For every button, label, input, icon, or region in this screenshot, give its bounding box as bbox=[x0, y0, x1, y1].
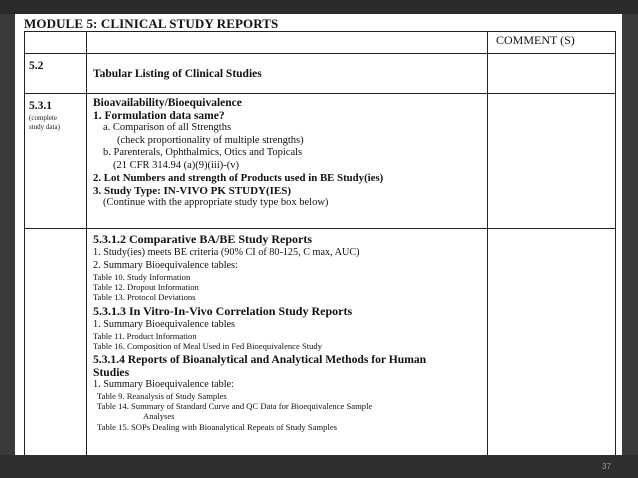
row-5-2 bbox=[25, 54, 616, 94]
comment-cell-5-2 bbox=[488, 54, 616, 94]
summary-tables-line: 2. Summary Bioequivalence tables: bbox=[93, 259, 238, 271]
slide-top-edge bbox=[0, 0, 638, 14]
section-title-5-2: Tabular Listing of Clinical Studies bbox=[93, 67, 262, 80]
bioavailability-cell bbox=[87, 94, 488, 229]
section-note-line-2: study data) bbox=[29, 122, 60, 131]
table-13-item: Table 13. Protocol Deviations bbox=[93, 292, 196, 303]
table-14-item: Table 14. Summary of Standard Curve and QC Data for Bioequivalence Sample bbox=[97, 401, 373, 412]
comment-cell-5-3-1 bbox=[488, 94, 616, 229]
formulation-question: 1. Formulation data same? bbox=[93, 109, 225, 122]
table-9-item: Table 9. Reanalysis of Study Samples bbox=[97, 391, 227, 402]
be-criteria-line: 1. Study(ies) meets BE criteria (90% CI of 80-125, C max, AUC) bbox=[93, 247, 360, 258]
row-studies bbox=[25, 229, 616, 456]
studies-cell bbox=[87, 229, 488, 456]
summary-be-table-line: 1. Summary Bioequivalence table: bbox=[93, 378, 234, 390]
row-5-3-1 bbox=[25, 94, 616, 229]
heading-5-3-1-2: 5.3.1.2 Comparative BA/BE Study Reports bbox=[93, 232, 313, 246]
studies-comment-cell bbox=[488, 229, 616, 456]
study-type-line: 3. Study Type: IN-VIVO PK STUDY(IES) bbox=[93, 184, 292, 197]
section-number-5-3-1 bbox=[25, 94, 87, 229]
item-a: a. Comparison of all Strengths bbox=[103, 122, 232, 133]
header-cell-blank-1 bbox=[25, 32, 87, 54]
module-title: MODULE 5: CLINICAL STUDY REPORTS bbox=[24, 16, 279, 31]
section-number-5-2 bbox=[25, 54, 87, 94]
table-14-item-cont: Analyses bbox=[143, 411, 175, 422]
header-cell-blank-2 bbox=[87, 32, 488, 54]
section-number-text: 5.2 bbox=[29, 60, 44, 72]
bioavailability-heading: Bioavailability/Bioequivalence bbox=[93, 97, 242, 109]
heading-5-3-1-4: 5.3.1.4 Reports of Bioanalytical and Analytical Methods for Human bbox=[93, 352, 427, 366]
table-12-item: Table 12. Dropout Information bbox=[93, 282, 199, 293]
slide-bottom-edge bbox=[0, 455, 638, 478]
clinical-study-table bbox=[24, 31, 616, 455]
summary-be-tables-line: 1. Summary Bioequivalence tables bbox=[93, 318, 236, 330]
document-page bbox=[15, 14, 622, 455]
heading-5-3-1-4-cont: Studies bbox=[93, 365, 130, 379]
header-row bbox=[25, 32, 616, 54]
table-16-item: Table 16. Composition of Meal Used in Fed Bioequivalence Study bbox=[93, 341, 323, 352]
item-a-note: (check proportionality of multiple strengths) bbox=[117, 134, 304, 146]
table-15-item: Table 15. SOPs Dealing with Bioanalytical Repeats of Study Samples bbox=[97, 421, 337, 432]
heading-5-3-1-3: 5.3.1.3 In Vitro-In-Vivo Correlation Study Reports bbox=[93, 303, 353, 318]
section-note-line-1: (complete bbox=[29, 114, 57, 122]
section-number-text: 5.3.1 bbox=[29, 100, 52, 112]
item-b: b. Parenterals, Ophthalmics, Otics and Topicals bbox=[103, 147, 303, 158]
slide-number: 37 bbox=[602, 462, 611, 471]
table-11-item: Table 11. Product Information bbox=[93, 331, 197, 342]
section-title-cell bbox=[87, 54, 488, 94]
comment-header: COMMENT (S) bbox=[488, 32, 616, 54]
lot-numbers-line: 2. Lot Numbers and strength of Products used in BE Study(ies) bbox=[93, 172, 384, 184]
continue-note: (Continue with the appropriate study type box below) bbox=[103, 197, 329, 208]
studies-number-cell bbox=[25, 229, 87, 456]
item-b-note: (21 CFR 314.94 (a)(9)(iii)-(v) bbox=[113, 159, 239, 171]
table-10-item: Table 10. Study Information bbox=[93, 272, 191, 282]
